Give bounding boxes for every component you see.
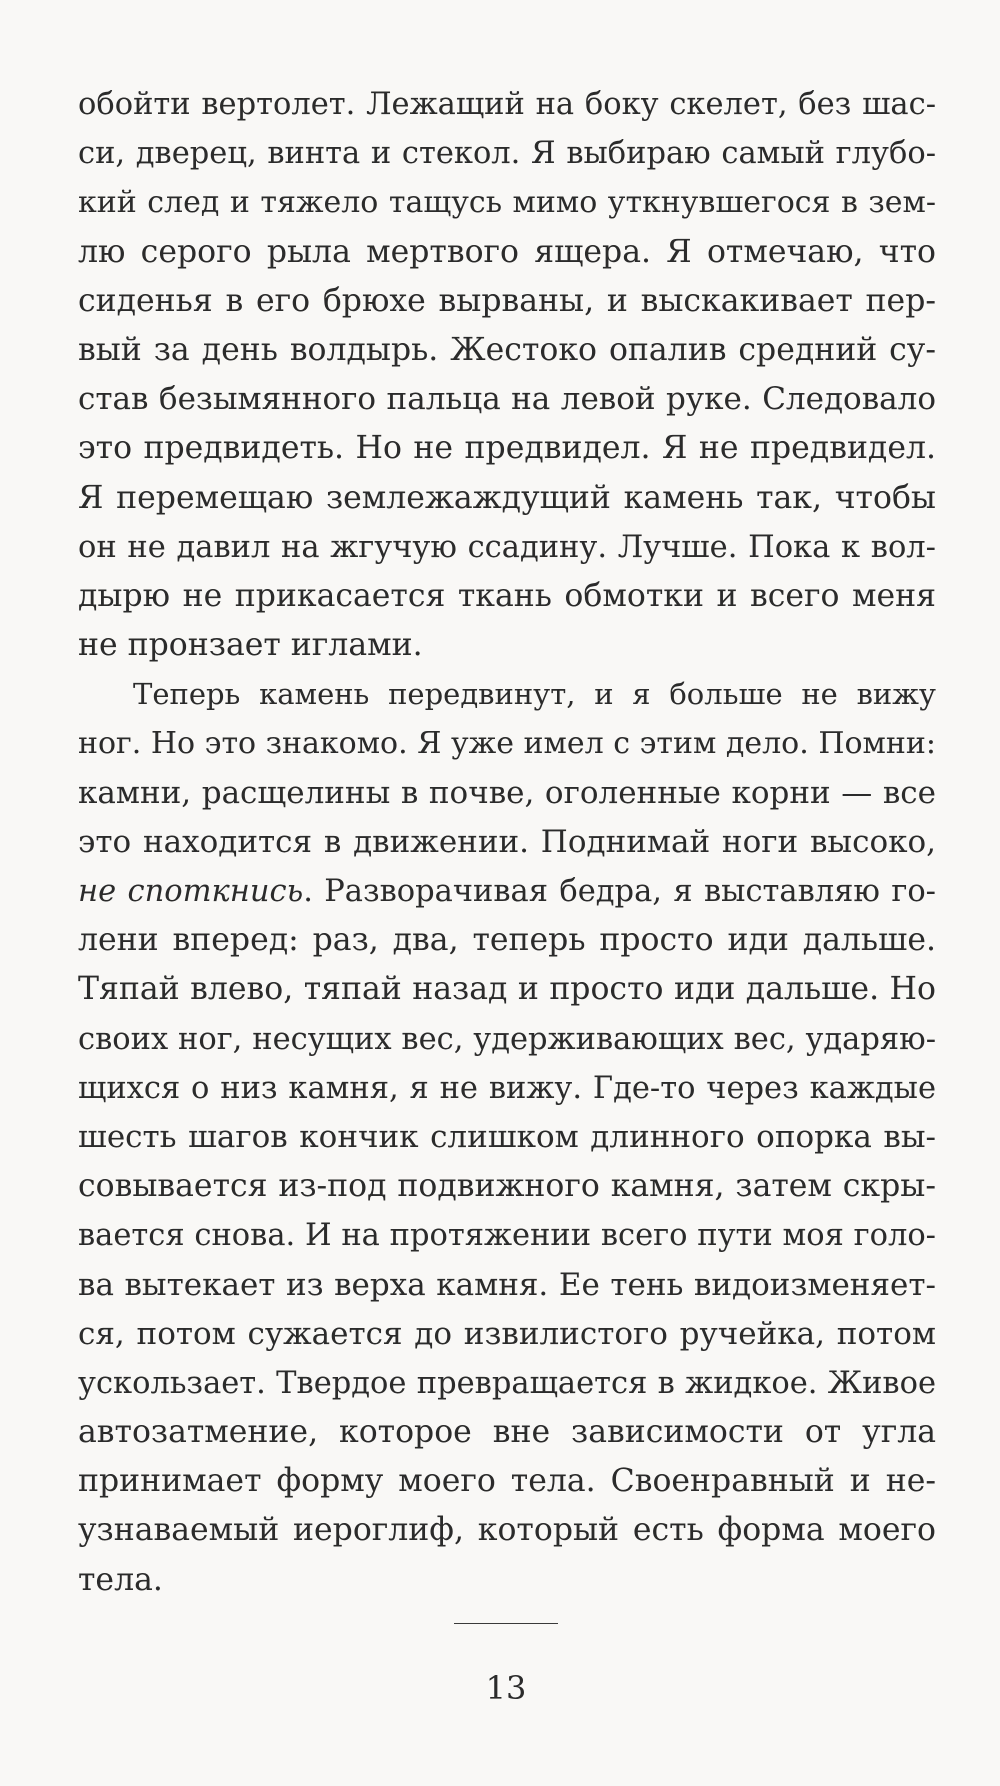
text-line: вый за день волдырь. Жестоко опалив средний су-	[78, 331, 936, 368]
text-line: ног. Но это знакомо. Я уже имел с этим дело. Помни:	[78, 726, 936, 762]
text-line: Я перемещаю землежаждущий камень так, чтобы	[78, 479, 936, 516]
text-line: сиденья в его брюхе вырваны, и выскакивает пер-	[78, 282, 936, 319]
text-line: это предвидеть. Но не предвидел. Я не предвидел.	[78, 430, 936, 467]
text-line	[78, 867, 936, 916]
text-line: обойти вертолет. Лежащий на боку скелет, без шас-	[78, 87, 936, 122]
body-text	[78, 80, 936, 1605]
text-line: Теперь камень передвинут, и я больше не вижу	[133, 677, 936, 712]
italic-phrase: не споткнись	[78, 874, 304, 909]
text-line: ва вытекает из верха камня. Ее тень видоизменяет-	[78, 1266, 936, 1303]
text-line: ускользает. Твердое превращается в жидкое. Живое	[78, 1365, 936, 1401]
paragraph-1	[78, 80, 936, 670]
text-line: вается снова. И на протяжении всего пути моя голо-	[78, 1218, 936, 1254]
text-line: совывается из-под подвижного камня, затем скры-	[78, 1168, 936, 1205]
text-line: лю серого рыла мертвого ящера. Я отмечаю, что	[78, 233, 936, 270]
text-line: узнаваемый иероглиф, который есть форма моего	[78, 1512, 936, 1549]
text-line: щихся о низ камня, я не вижу. Где-то через каждые	[78, 1070, 936, 1106]
text-line: это находится в движении. Поднимай ноги высоко,	[78, 823, 936, 860]
text-line: став безымянного пальца на левой руке. Следовало	[78, 381, 936, 418]
text-line: автозатмение, которое вне зависимости от угла	[78, 1414, 936, 1451]
text-line: кий след и тяжело тащусь мимо уткнувшегося в зем-	[78, 185, 936, 221]
text-line: камни, расщелины в почве, оголенные корни — все	[78, 774, 936, 811]
text-line: лени вперед: раз, два, теперь просто иди дальше.	[78, 922, 936, 959]
text-line: Тяпай влево, тяпай назад и просто иди дальше. Но	[78, 971, 936, 1008]
footer-rule	[454, 1623, 558, 1624]
text-line: си, дверец, винта и стекол. Я выбираю самый глубо-	[78, 136, 936, 172]
text-line: он не давил на жгучую ссадину. Лучше. Пока к вол-	[78, 529, 936, 565]
text-line: дырю не прикасается ткань обмотки и всего меня	[78, 577, 936, 614]
page-number: 13	[485, 1669, 527, 1707]
paragraph-2	[78, 670, 936, 1605]
text-fragment: . Разворачивая бедра, я выставляю го-	[303, 874, 936, 909]
text-line: принимает форму моего тела. Своенравный и не-	[78, 1463, 936, 1500]
text-line: тела.	[78, 1561, 163, 1598]
text-line: не пронзает иглами.	[78, 627, 423, 664]
text-line: шесть шагов кончик слишком длинного опорка вы-	[78, 1118, 936, 1155]
text-line: своих ног, несущих вес, удерживающих вес, ударяю-	[78, 1021, 936, 1057]
text-line: ся, потом сужается до извилистого ручейка, потом	[78, 1315, 936, 1352]
